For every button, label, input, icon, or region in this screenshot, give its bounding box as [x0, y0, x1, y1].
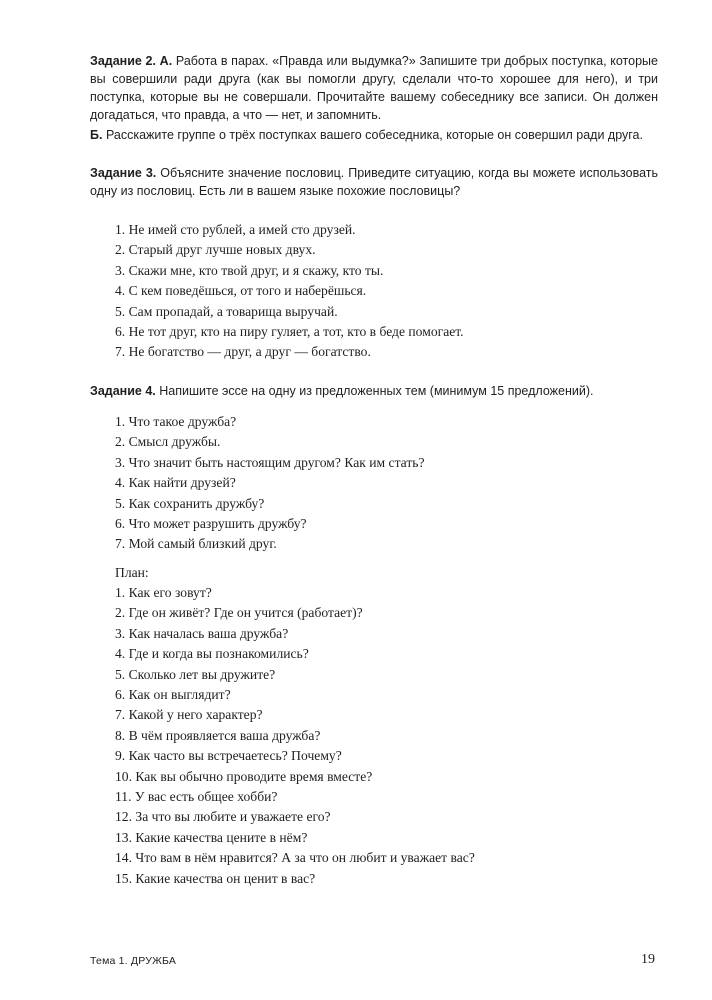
task-2b-paragraph [90, 126, 658, 144]
list-item: 6. Не тот друг, кто на пиру гуляет, а тот, кто в беде помогает. [115, 324, 464, 340]
list-item: 3. Что значит быть настоящим другом? Как им стать? [115, 454, 425, 470]
list-item: 6. Что может разрушить дружбу? [115, 516, 307, 532]
list-item: 7. Какой у него характер? [115, 707, 263, 723]
task-2a-paragraph [90, 52, 658, 124]
list-item: 9. Как часто вы встречаетесь? Почему? [115, 748, 342, 764]
task-4-heading: Задание 4. [90, 384, 156, 398]
list-item: 6. Как он выглядит? [115, 687, 231, 703]
list-item: 10. Как вы обычно проводите время вместе? [115, 768, 373, 784]
list-item: 5. Как сохранить дружбу? [115, 495, 265, 511]
task-4-text: Напишите эссе на одну из предложенных тем (минимум 15 предложений). [159, 384, 594, 398]
list-item: 4. Где и когда вы познакомились? [115, 646, 309, 662]
list-item: 4. С кем поведёшься, от того и наберёшься. [115, 283, 367, 299]
list-item: 11. У вас есть общее хобби? [115, 789, 278, 805]
task-4-block [90, 382, 658, 400]
task-2-block [90, 52, 658, 144]
list-item: 7. Мой самый близкий друг. [115, 536, 277, 552]
list-item: 1. Как его зовут? [115, 585, 212, 600]
task-2b-heading: Б. [90, 128, 103, 142]
list-item: 1. Не имей сто рублей, а имей сто друзей. [115, 222, 356, 237]
list-item: 13. Какие качества цените в нём? [115, 829, 308, 845]
task-3-paragraph [90, 164, 658, 200]
list-item: 8. В чём проявляется ваша дружба? [115, 727, 321, 743]
list-item: 12. За что вы любите и уважаете его? [115, 809, 331, 825]
task-4-paragraph [90, 382, 658, 400]
page-number: 19 [641, 952, 655, 967]
task-2a-text: Работа в парах. «Правда или выдумка?» Запишите три добрых поступка, которые вы совершили ради друга (как вы помогли другу, сделали что-то хорошее для него), и три поступка, которые вы не совершали. Прочитайте вашему собеседнику все записи. Он должен догадаться, что правда, а что — нет, и запомнить. [90, 54, 658, 122]
list-item: 14. Что вам в нём нравится? А за что он любит и уважает вас? [115, 850, 475, 866]
list-item: 5. Сам пропадай, а товарища выручай. [115, 303, 338, 319]
list-item: 2. Старый друг лучше новых двух. [115, 242, 316, 258]
task-3-block [90, 164, 658, 200]
plan-label: План: [115, 565, 149, 580]
task-3-text: Объясните значение пословиц. Приведите ситуацию, когда вы можете использовать одну из пословиц. Есть ли в вашем языке похожие пословицы? [90, 166, 658, 198]
list-item: 2. Где он живёт? Где он учится (работает)? [115, 605, 363, 621]
task-2b-text: Расскажите группе о трёх поступках вашего собеседника, которые он совершил ради друга. [105, 128, 643, 142]
list-item: 15. Какие качества он ценит в вас? [115, 870, 316, 886]
plan-list [115, 583, 475, 889]
list-item: 3. Как началась ваша дружба? [115, 625, 289, 641]
list-item: 5. Сколько лет вы дружите? [115, 666, 276, 682]
list-item: 1. Что такое дружба? [115, 414, 237, 429]
task-2a-heading: Задание 2. А. [90, 54, 173, 68]
footer-topic: Тема 1. ДРУЖБА [90, 955, 177, 967]
essay-topic-list [115, 412, 425, 555]
proverb-list [115, 220, 464, 363]
task-3-heading: Задание 3. [90, 166, 157, 180]
list-item: 2. Смысл дружбы. [115, 434, 221, 450]
list-item: 4. Как найти друзей? [115, 475, 236, 491]
list-item: 3. Скажи мне, кто твой друг, и я скажу, кто ты. [115, 262, 384, 278]
list-item: 7. Не богатство — друг, а друг — богатство. [115, 344, 371, 360]
